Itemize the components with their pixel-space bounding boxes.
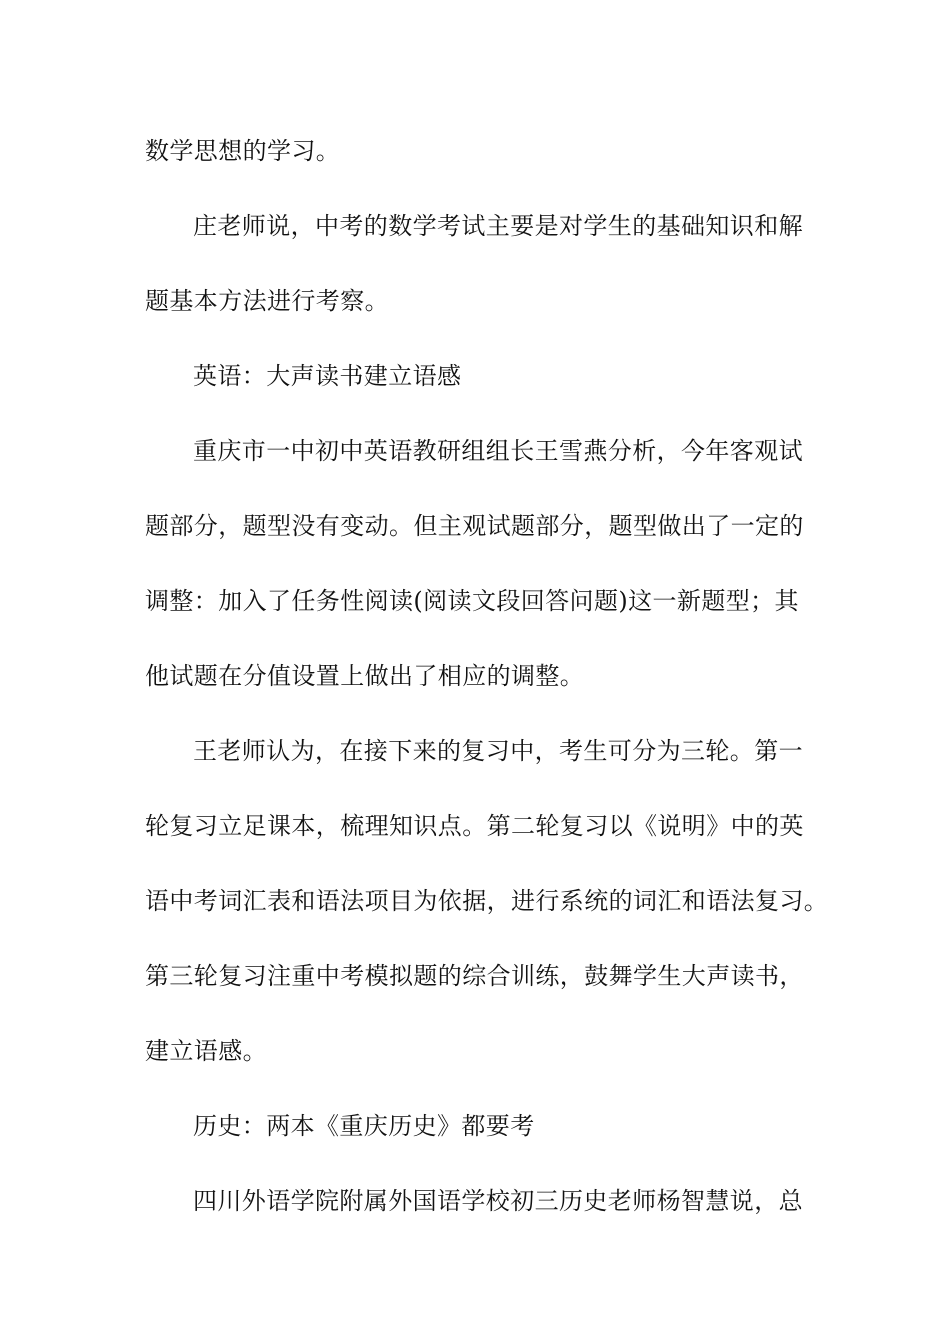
section-heading-english: 英语：大声读书建立语感 <box>193 362 462 390</box>
paragraph-line-wang-analysis-4: 他试题在分值设置上做出了相应的调整。 <box>145 662 585 690</box>
paragraph-line-wang-analysis-1: 重庆市一中初中英语教研组组长王雪燕分析，今年客观试 <box>193 437 803 465</box>
paragraph-line-zhuang-2: 题基本方法进行考察。 <box>145 287 389 315</box>
paragraph-line-wang-review-1: 王老师认为，在接下来的复习中，考生可分为三轮。第一 <box>193 737 803 765</box>
paragraph-line-wang-review-4: 第三轮复习注重中考模拟题的综合训练，鼓舞学生大声读书， <box>145 962 804 990</box>
paragraph-line-wang-analysis-2: 题部分，题型没有变动。但主观试题部分，题型做出了一定的 <box>145 512 804 540</box>
paragraph-line-math-ending: 数学思想的学习。 <box>145 137 341 165</box>
paragraph-line-yang-1: 四川外语学院附属外国语学校初三历史老师杨智慧说，总 <box>193 1187 803 1215</box>
paragraph-line-wang-analysis-3: 调整：加入了任务性阅读(阅读文段回答问题)这一新题型；其 <box>145 587 799 615</box>
paragraph-line-zhuang-1: 庄老师说，中考的数学考试主要是对学生的基础知识和解 <box>193 212 803 240</box>
section-heading-history: 历史：两本《重庆历史》都要考 <box>193 1112 535 1140</box>
paragraph-line-wang-review-3: 语中考词汇表和语法项目为依据，进行系统的词汇和语法复习。 <box>145 887 829 915</box>
paragraph-line-wang-review-2: 轮复习立足课本，梳理知识点。第二轮复习以《说明》中的英 <box>145 812 804 840</box>
paragraph-line-wang-review-5: 建立语感。 <box>145 1037 267 1065</box>
